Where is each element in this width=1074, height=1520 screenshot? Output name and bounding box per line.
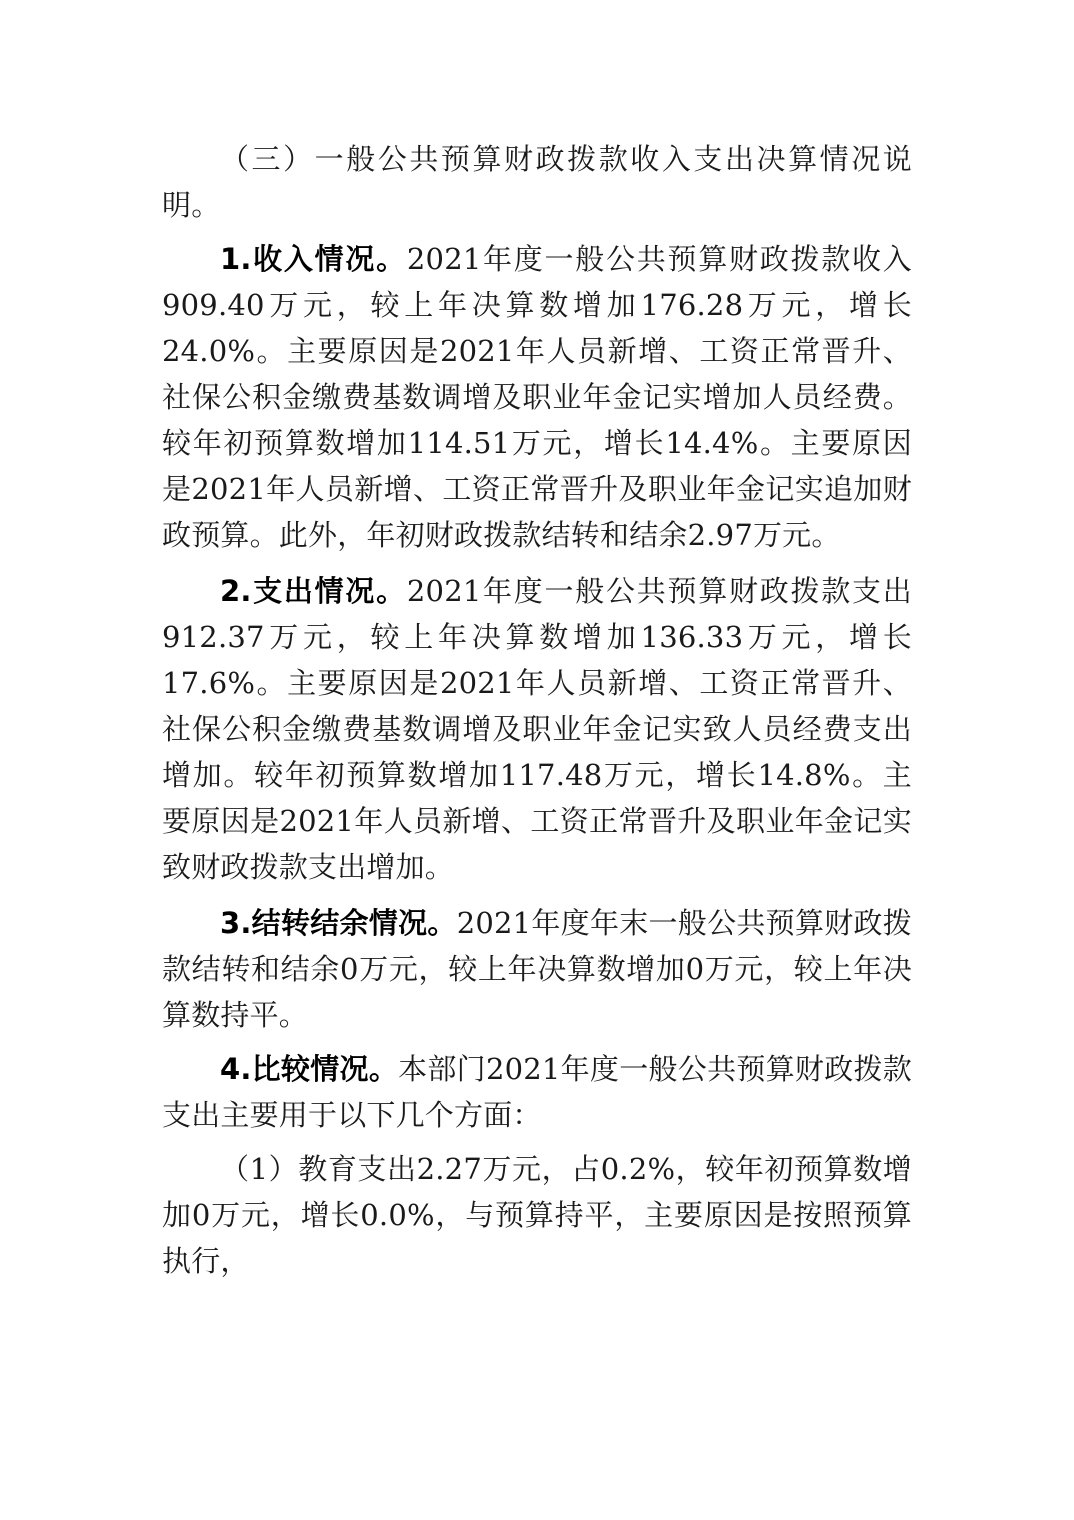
paragraph-carryover-text: 2021年度年末一般公共预算财政拨款结转和结余0万元，较上年决算数增加0万元，较上年决算数持平。 bbox=[162, 906, 912, 1032]
section-title bbox=[162, 136, 912, 228]
paragraph-comparison bbox=[162, 1046, 912, 1138]
paragraph-education bbox=[162, 1146, 912, 1284]
paragraph-expenditure-text: 2021年度一般公共预算财政拨款支出912.37万元，较上年决算数增加136.33万元，增长17.6%。主要原因是2021年人员新增、工资正常晋升、社保公积金缴费基数调增及职业年金记实致人员经费支出增加。较年初预算数增加117.48万元，增长14.8%。主要原因是2021年人员新增、工资正常晋升及职业年金记实致财政拨款支出增加。 bbox=[162, 574, 912, 884]
document-body bbox=[162, 136, 912, 1284]
paragraph-comparison-heading: 4.比较情况。 bbox=[220, 1052, 399, 1086]
paragraph-income-heading: 1.收入情况。 bbox=[220, 242, 407, 276]
paragraph-expenditure-heading: 2.支出情况。 bbox=[220, 574, 407, 608]
paragraph-education-text: （1）教育支出2.27万元，占0.2%，较年初预算数增加0万元，增长0.0%，与预算持平，主要原因是按照预算执行， bbox=[162, 1152, 912, 1278]
paragraph-carryover-heading: 3.结转结余情况。 bbox=[220, 906, 457, 940]
paragraph-carryover bbox=[162, 900, 912, 1038]
section-title-text: （三）一般公共预算财政拨款收入支出决算情况说明。 bbox=[162, 142, 912, 222]
paragraph-income bbox=[162, 236, 912, 558]
paragraph-expenditure bbox=[162, 568, 912, 890]
paragraph-income-text: 2021年度一般公共预算财政拨款收入909.40万元，较上年决算数增加176.28万元，增长24.0%。主要原因是2021年人员新增、工资正常晋升、社保公积金缴费基数调增及职业年金记实增加人员经费。较年初预算数增加114.51万元，增长14.4%。主要原因是2021年人员新增、工资正常晋升及职业年金记实追加财政预算。此外，年初财政拨款结转和结余2.97万元。 bbox=[162, 242, 912, 552]
paragraph-comparison-text: 本部门2021年度一般公共预算财政拨款支出主要用于以下几个方面： bbox=[162, 1052, 912, 1132]
